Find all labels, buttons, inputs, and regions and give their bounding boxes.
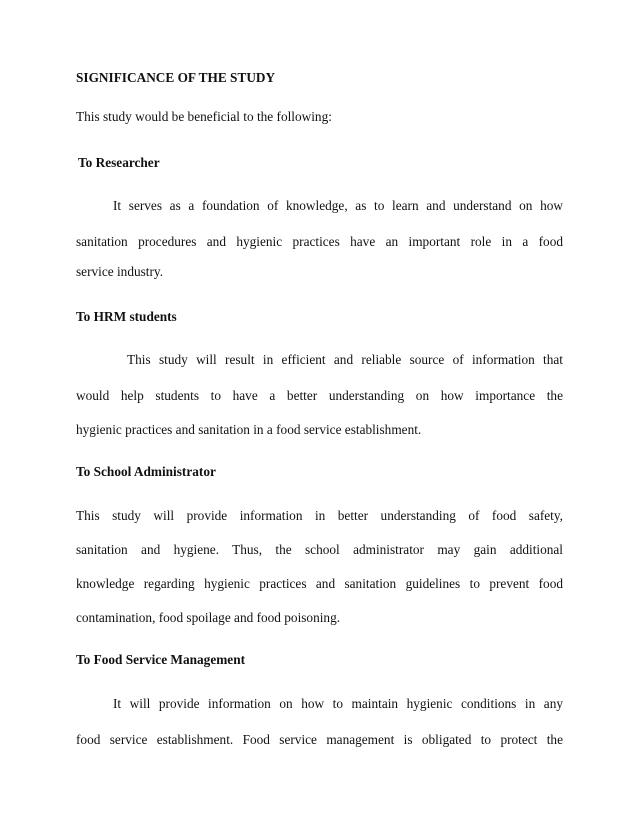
paragraph-line: It will provide information on how to maintain hygienic conditions in any bbox=[113, 696, 563, 711]
section-heading-school-administrator: To School Administrator bbox=[76, 464, 216, 479]
paragraph-line: This study will provide information in better understanding of food safety, bbox=[76, 508, 563, 523]
section-heading-food-service-management: To Food Service Management bbox=[76, 652, 246, 667]
paragraph-line: This study will result in efficient and reliable source of information that bbox=[127, 352, 563, 367]
paragraph-line: contamination, food spoilage and food poisoning. bbox=[76, 610, 341, 625]
paragraph-line: hygienic practices and sanitation in a food service establishment. bbox=[76, 422, 422, 437]
paragraph-line: It serves as a foundation of knowledge, as to learn and understand on how bbox=[113, 198, 563, 213]
paragraph-line: would help students to have a better understanding on how importance the bbox=[76, 388, 563, 403]
intro-text: This study would be beneficial to the following: bbox=[76, 109, 332, 124]
section-heading-researcher: To Researcher bbox=[78, 155, 160, 170]
paragraph-line: sanitation and hygiene. Thus, the school administrator may gain additional bbox=[76, 542, 563, 557]
section-heading-hrm-students: To HRM students bbox=[76, 309, 177, 324]
document-title: SIGNIFICANCE OF THE STUDY bbox=[76, 70, 276, 85]
paragraph-line: knowledge regarding hygienic practices and sanitation guidelines to prevent food bbox=[76, 576, 563, 591]
paragraph-line: sanitation procedures and hygienic practices have an important role in a food bbox=[76, 234, 563, 249]
paragraph-line: service industry. bbox=[76, 264, 164, 279]
paragraph-line: food service establishment. Food service management is obligated to protect the bbox=[76, 732, 563, 747]
